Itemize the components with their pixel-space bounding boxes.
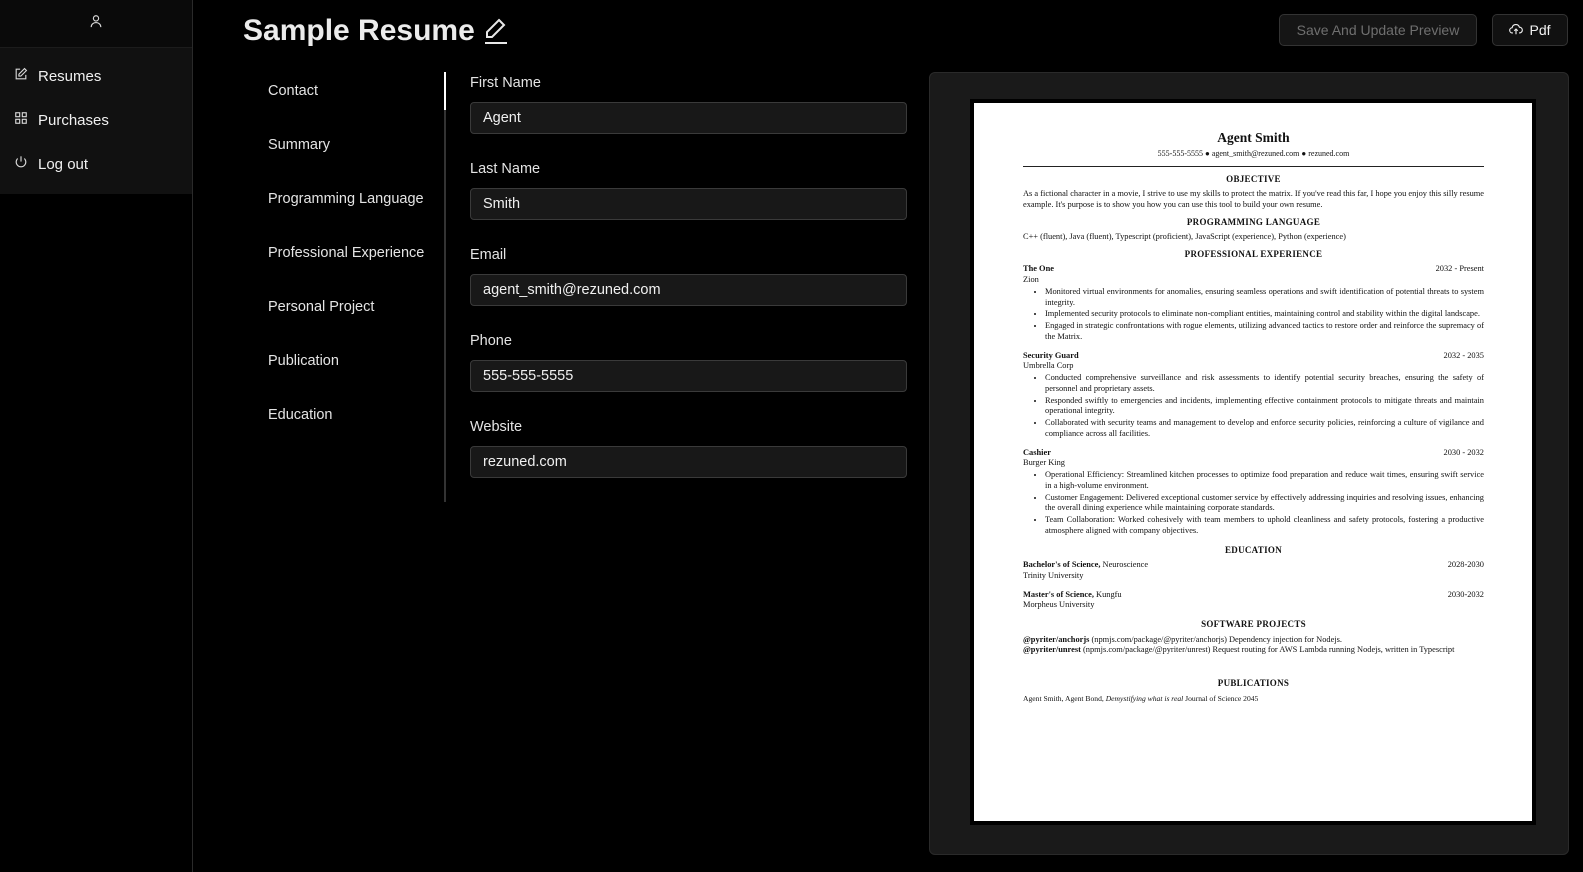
sidebar-user[interactable] xyxy=(0,0,192,48)
resume-contact: 555-555-5555 ● agent_smith@rezuned.com ● rezuned.com xyxy=(1023,149,1484,166)
resume-education-item xyxy=(1023,590,1484,612)
resume-job xyxy=(1023,448,1484,537)
job-title: Cashier xyxy=(1023,447,1051,457)
power-icon xyxy=(14,155,28,173)
grid-icon xyxy=(14,111,28,129)
email-field xyxy=(470,244,907,330)
tab-summary[interactable]: Summary xyxy=(268,137,331,153)
last-name-field xyxy=(470,158,907,244)
sidebar-item-resumes[interactable] xyxy=(0,54,192,98)
job-title: Security Guard xyxy=(1023,350,1079,360)
resume-name: Agent Smith xyxy=(1217,130,1290,145)
edu-dates: 2030-2032 xyxy=(1447,589,1484,599)
tab-professional-experience[interactable]: Professional Experience xyxy=(268,245,425,261)
save-and-update-preview-button[interactable]: Save And Update Preview xyxy=(1279,14,1477,46)
section-nav xyxy=(244,72,446,502)
job-org: Umbrella Corp xyxy=(1023,361,1074,371)
resume-programming-text: C++ (fluent), Java (fluent), Typescript (proficient), JavaScript (experience), Python (experience) xyxy=(1023,232,1346,242)
tab-contact[interactable]: Contact xyxy=(268,83,318,99)
pdf-button[interactable] xyxy=(1492,14,1568,46)
first-name-label: First Name xyxy=(470,75,541,91)
job-bullets xyxy=(1023,287,1484,343)
edu-degree: Master's of Science, xyxy=(1023,589,1094,599)
email-input[interactable] xyxy=(470,274,907,306)
job-bullet: • Monitored virtual environments for anomalies, ensuring seamless operations and swift identification of potential threats to system integrity. xyxy=(1045,287,1484,309)
sidebar-item-label: Resumes xyxy=(38,67,102,85)
sidebar-nav xyxy=(0,48,192,194)
phone-input[interactable] xyxy=(470,360,907,392)
job-bullet: • Engaged in strategic confrontations with rogue elements, utilizing advanced tactics to restore order and reinforce the supremacy of the Matrix. xyxy=(1045,321,1484,343)
edit-square-icon xyxy=(14,67,28,85)
email-label: Email xyxy=(470,247,507,263)
sidebar-item-purchases[interactable] xyxy=(0,98,192,142)
job-bullet: • Implemented security protocols to eliminate non-compliant entities, maintaining control and stability within the digital landscape. xyxy=(1045,309,1484,320)
project-desc: (npmjs.com/package/@pyriter/anchorjs) Dependency injection for Nodejs. xyxy=(1091,634,1343,644)
phone-label: Phone xyxy=(470,333,512,349)
project-name: @pyriter/unrest xyxy=(1023,645,1081,655)
tab-education[interactable]: Education xyxy=(268,407,333,423)
job-bullet: • Collaborated with security teams and management to develop and enforce security policies, reinforcing a culture of vigilance and compliance across all facilities. xyxy=(1045,418,1484,440)
website-field xyxy=(470,416,907,502)
resume-publications-heading: PUBLICATIONS xyxy=(1217,678,1290,689)
publication-authors: Agent Smith, Agent Bond, xyxy=(1023,693,1104,703)
resume-preview-panel[interactable] xyxy=(929,72,1569,855)
website-input[interactable] xyxy=(470,446,907,478)
resume-page-frame xyxy=(970,99,1536,825)
job-bullet: • Operational Efficiency: Streamlined kitchen processes to optimize food preparation and reduce wait times, ensuring swift service in a high-volume environment. xyxy=(1045,470,1484,492)
user-icon[interactable] xyxy=(89,14,103,33)
job-bullets xyxy=(1023,470,1484,537)
resume-experience-heading: PROFESSIONAL EXPERIENCE xyxy=(1184,248,1323,259)
job-title: The One xyxy=(1023,264,1054,274)
job-bullet: • Conducted comprehensive surveillance and risk assessments to identify potential security breaches, ensuring the safety of personnel and proprietary assets. xyxy=(1045,373,1484,395)
resume-job xyxy=(1023,264,1484,342)
pencil-icon[interactable] xyxy=(481,16,511,46)
page-title xyxy=(243,14,511,48)
resume-page xyxy=(974,103,1532,821)
edu-field: Neuroscience xyxy=(1102,560,1149,570)
resume-projects-heading: SOFTWARE PROJECTS xyxy=(1201,619,1306,630)
job-dates: 2032 - Present xyxy=(1435,264,1484,274)
first-name-field xyxy=(470,72,907,158)
edu-degree: Bachelor's of Science, xyxy=(1023,560,1101,570)
sidebar-item-label: Purchases xyxy=(38,111,109,129)
tab-programming-language[interactable]: Programming Language xyxy=(268,191,424,207)
edu-field: Kungfu xyxy=(1096,589,1122,599)
job-bullet: • Customer Engagement: Delivered exceptional customer service by effectively addressing inquiries and resolving issues, enhancing the overall dining experience while maintaining corporate standards. xyxy=(1045,493,1484,515)
resume-project xyxy=(1023,645,1484,656)
resume-objective-text: As a fictional character in a movie, I strive to use my skills to protect the matrix. If you've read this far, I hope you enjoy this silly resume example. It's purpose is to show you how you can use this tool to build your own resume. xyxy=(1023,189,1484,209)
publication-title: Demystifying what is real xyxy=(1105,693,1184,703)
cloud-upload-icon xyxy=(1509,22,1523,39)
pdf-button-label: Pdf xyxy=(1529,22,1551,38)
tab-publication[interactable]: Publication xyxy=(268,353,339,369)
resume-objective-heading: OBJECTIVE xyxy=(1226,173,1281,184)
project-name: @pyriter/anchorjs xyxy=(1023,634,1090,644)
last-name-label: Last Name xyxy=(470,161,541,177)
job-org: Zion xyxy=(1023,275,1039,285)
first-name-input[interactable] xyxy=(470,102,907,134)
resume-programming-heading: PROGRAMMING LANGUAGE xyxy=(1186,216,1321,227)
phone-field xyxy=(470,330,907,416)
edu-school: Trinity University xyxy=(1023,570,1084,580)
resume-title: Sample Resume xyxy=(243,14,475,47)
job-org: Burger King xyxy=(1023,458,1065,468)
edu-dates: 2028-2030 xyxy=(1447,560,1484,570)
sidebar-item-logout[interactable] xyxy=(0,142,192,186)
job-bullets xyxy=(1023,373,1484,440)
resume-publication xyxy=(1023,694,1484,704)
job-bullet: • Responded swiftly to emergencies and incidents, implementing effective containment protocols to mitigate threats and maintain operational integrity. xyxy=(1045,396,1484,418)
contact-form xyxy=(470,72,907,502)
resume-project xyxy=(1023,635,1484,646)
sidebar xyxy=(0,0,193,872)
tab-personal-project[interactable]: Personal Project xyxy=(268,299,375,315)
last-name-input[interactable] xyxy=(470,188,907,220)
job-bullet: • Team Collaboration: Worked cohesively with team members to uphold cleanliness and safety protocols, fostering a productive atmosphere aligned with company objectives. xyxy=(1045,515,1484,537)
website-label: Website xyxy=(470,419,523,435)
resume-education-item xyxy=(1023,560,1484,582)
resume-education-heading: EDUCATION xyxy=(1224,544,1283,555)
edu-school: Morpheus University xyxy=(1023,600,1095,610)
job-dates: 2030 - 2032 xyxy=(1443,447,1484,457)
job-dates: 2032 - 2035 xyxy=(1443,350,1484,360)
publication-venue: Journal of Science 2045 xyxy=(1185,693,1259,703)
section-active-indicator xyxy=(444,72,446,110)
resume-job xyxy=(1023,351,1484,440)
project-desc: (npmjs.com/package/@pyriter/unrest) Request routing for AWS Lambda running Nodejs, written in Typescript xyxy=(1082,645,1455,655)
sidebar-item-label: Log out xyxy=(38,155,89,173)
